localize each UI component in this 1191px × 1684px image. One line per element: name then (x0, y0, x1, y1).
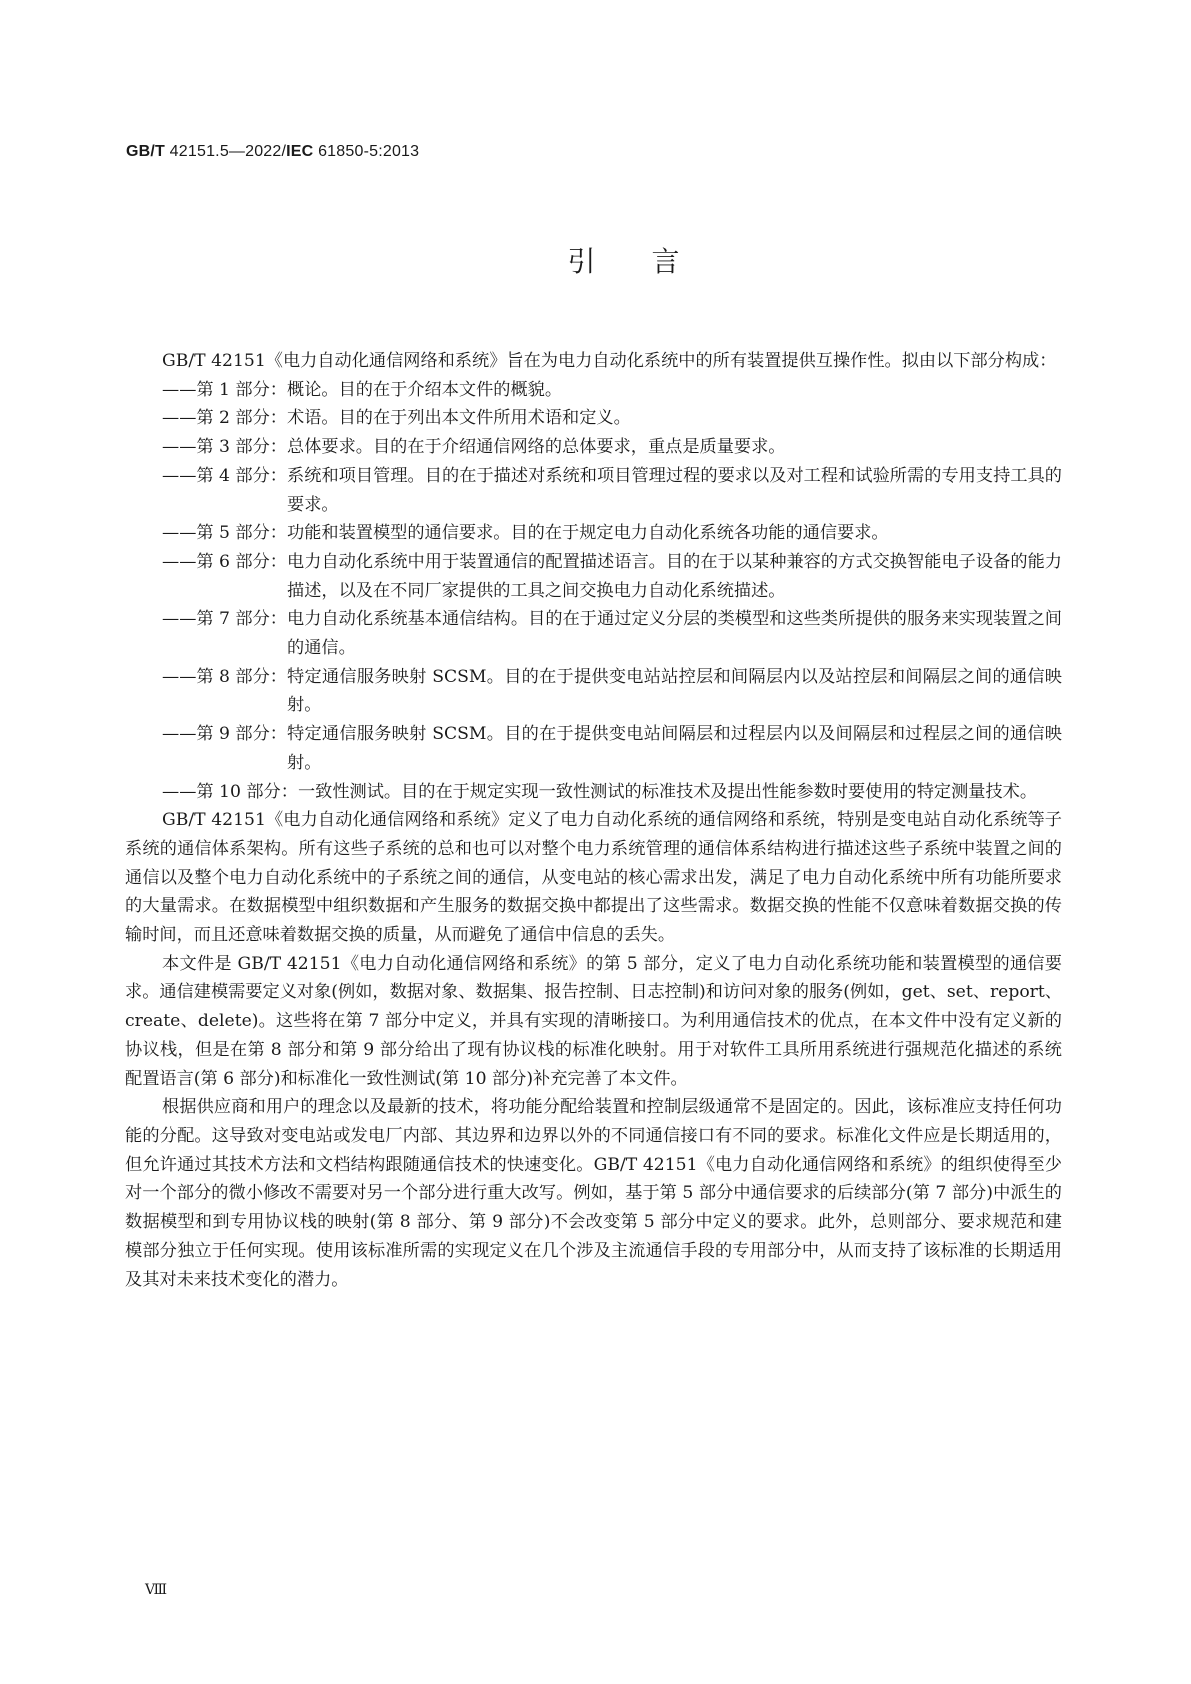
document-body (125, 347, 1062, 1294)
list-item (125, 778, 1062, 807)
list-item-text: 系统和项目管理。目的在于描述对系统和项目管理过程的要求以及对工程和试验所需的专用支持工具的要求。 (287, 465, 1062, 515)
list-item-text: 功能和装置模型的通信要求。目的在于规定电力自动化系统各功能的通信要求。 (287, 523, 889, 544)
document-code (126, 143, 419, 161)
list-item-text: 电力自动化系统中用于装置通信的配置描述语言。目的在于以某种兼容的方式交换智能电子设备的能力描述，以及在不同厂家提供的工具之间交换电力自动化系统描述。 (287, 551, 1062, 601)
list-item-prefix: ——第 4 部分： (162, 465, 287, 486)
list-item-text: 特定通信服务映射 SCSM。目的在于提供变电站站控层和间隔层内以及站控层和间隔层之间的通信映射。 (287, 666, 1062, 716)
list-item (125, 548, 1062, 605)
list-item (125, 519, 1062, 548)
list-item-prefix: ——第 2 部分： (162, 408, 287, 429)
list-item-prefix: ——第 1 部分： (162, 379, 287, 400)
list-item (125, 605, 1062, 662)
list-item-prefix: ——第 10 部分： (162, 781, 298, 802)
body-paragraph: 根据供应商和用户的理念以及最新的技术，将功能分配给装置和控制层级通常不是固定的。因此，该标准应支持任何功能的分配。这导致对变电站或发电厂内部、其边界和边界以外的不同通信接口有不同的要求。标准化文件应是长期适用的，但允许通过其技术方法和文档结构跟随通信技术的快速变化。GB/T 42151《电力自动化通信网络和系统》的组织使得至少对一个部分的微小修改不需要对另一个部分进行重大改写。例如，基于第 5 部分中通信要求的后续部分(第 7 部分)中派生的数据模型和到专用协议栈的映射(第 8 部分、第 9 部分)不会改变第 5 部分中定义的要求。此外，总则部分、要求规范和建模部分独立于任何实现。使用该标准所需的实现定义在几个涉及主流通信手段的专用部分中，从而支持了该标准的长期适用及其对未来技术变化的潜力。 (125, 1097, 1062, 1290)
list-item (125, 462, 1062, 519)
intro-paragraph: GB/T 42151《电力自动化通信网络和系统》旨在为电力自动化系统中的所有装置提供互操作性。拟由以下部分构成： (162, 351, 1057, 371)
list-item-prefix: ——第 6 部分： (162, 551, 287, 572)
list-item-text: 概论。目的在于介绍本文件的概貌。 (287, 379, 563, 400)
list-item-text: 总体要求。目的在于介绍通信网络的总体要求，重点是质量要求。 (287, 437, 786, 458)
list-item-text: 电力自动化系统基本通信结构。目的在于通过定义分层的类模型和这些类所提供的服务来实现装置之间的通信。 (287, 609, 1062, 659)
list-item-prefix: ——第 3 部分： (162, 437, 287, 458)
list-item-text: 术语。目的在于列出本文件所用术语和定义。 (287, 408, 631, 429)
list-item (125, 433, 1062, 462)
list-item (125, 376, 1062, 405)
list-item (125, 663, 1062, 720)
page-title: 引言 (567, 245, 736, 278)
list-item-prefix: ——第 7 部分： (162, 609, 287, 630)
document-code-iec: IEC (286, 143, 314, 160)
document-code-prefix: GB/T (126, 143, 166, 160)
list-item (125, 720, 1062, 777)
body-paragraph: GB/T 42151《电力自动化通信网络和系统》定义了电力自动化系统的通信网络和系统，特别是变电站自动化系统等子系统的通信体系架构。所有这些子系统的总和也可以对整个电力系统管理的通信体系结构进行描述这些子系统中装置之间的通信以及整个电力自动化系统中的子系统之间的通信，从变电站的核心需求出发，满足了电力自动化系统中所有功能所要求的大量需求。在数据模型中组织数据和产生服务的数据交换中都提出了这些需求。数据交换的性能不仅意味着数据交换的传输时间，而且还意味着数据交换的质量，从而避免了通信中信息的丢失。 (125, 810, 1062, 946)
document-code-iec-number: 61850-5:2013 (313, 143, 420, 160)
body-paragraph: 本文件是 GB/T 42151《电力自动化通信网络和系统》的第 5 部分，定义了电力自动化系统功能和装置模型的通信要求。通信建模需要定义对象(例如，数据对象、数据集、报告控制、日志控制)和访问对象的服务(例如，get、set、report、create、delete)。这些将在第 7 部分中定义，并具有实现的清晰接口。为利用通信技术的优点，在本文件中没有定义新的协议栈，但是在第 8 部分和第 9 部分给出了现有协议栈的标准化映射。用于对软件工具所用系统进行强规范化描述的系统配置语言(第 6 部分)和标准化一致性测试(第 10 部分)补充完善了本文件。 (125, 953, 1062, 1089)
list-item-prefix: ——第 8 部分： (162, 666, 287, 687)
list-item (125, 404, 1062, 433)
document-code-number: 42151.5—2022/ (165, 143, 287, 160)
page-number: Ⅷ (145, 1582, 168, 1598)
list-item-prefix: ——第 9 部分： (162, 724, 287, 745)
list-item-text: 特定通信服务映射 SCSM。目的在于提供变电站间隔层和过程层内以及间隔层和过程层之间的通信映射。 (287, 724, 1062, 773)
list-item-prefix: ——第 5 部分： (162, 523, 287, 544)
list-item-text: 一致性测试。目的在于规定实现一致性测试的标准技术及提出性能参数时要使用的特定测量技术。 (297, 781, 1038, 802)
